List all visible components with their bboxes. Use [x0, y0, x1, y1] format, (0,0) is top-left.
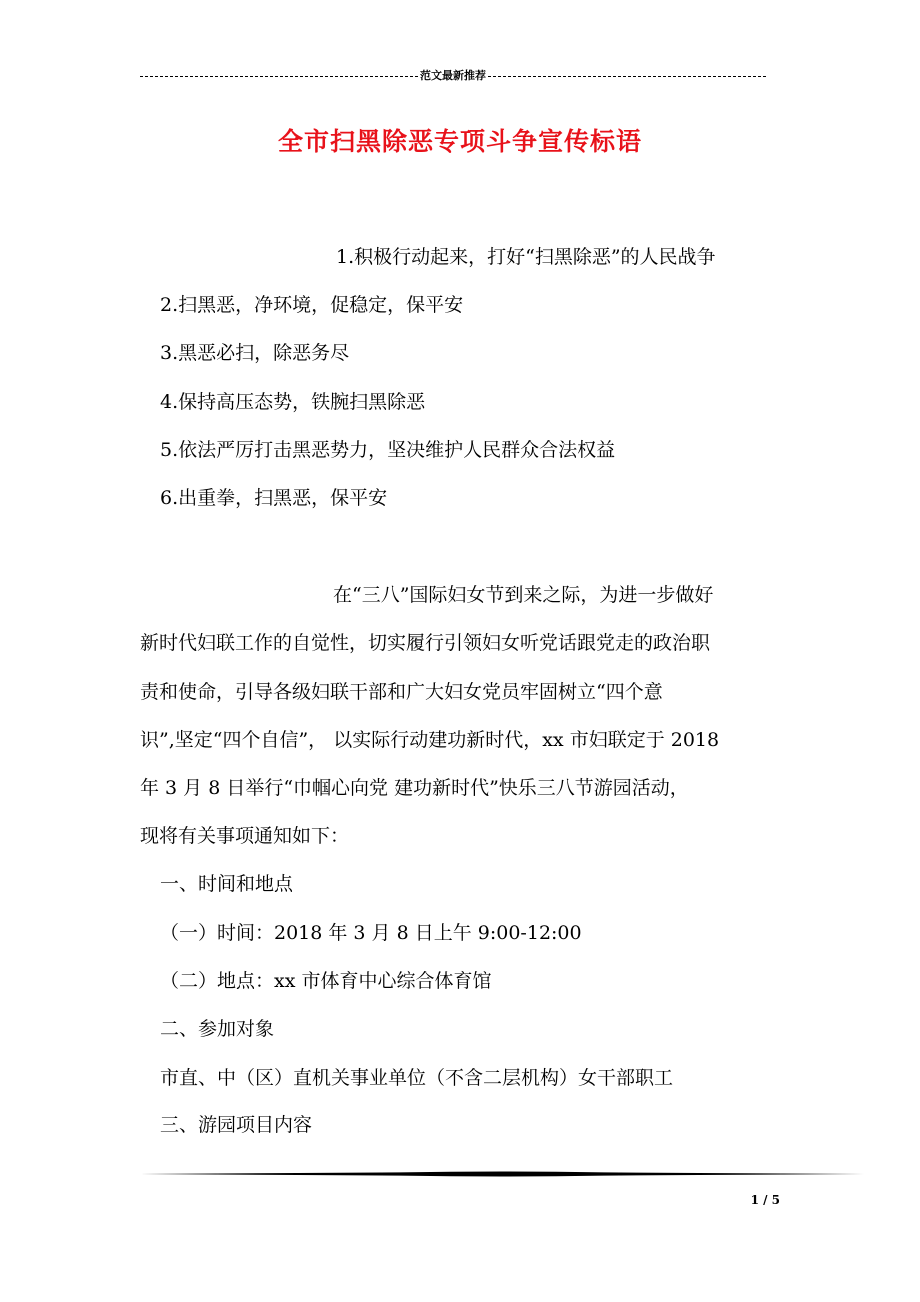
slogan-2: 2.扫黑恶，净环境，促稳定，保平安 — [160, 294, 464, 316]
paragraph-line-3: 责和使命，引导各级妇联干部和广大妇女党员牢固树立“四个意 — [140, 681, 663, 703]
footer-rule — [140, 1170, 864, 1178]
section-heading-participants: 二、参加对象 — [160, 1018, 275, 1040]
item-participants: 市直、中（区）直机关事业单位（不含二层机构）女干部职工 — [160, 1067, 674, 1089]
section-heading-activities: 三、游园项目内容 — [160, 1114, 313, 1136]
page-number: 1 / 5 — [750, 1193, 780, 1207]
slogan-3: 3.黑恶必扫，除恶务尽 — [160, 342, 350, 364]
slogan-1: 1.积极行动起来，打好“扫黑除恶”的人民战争 — [336, 246, 716, 268]
page-header — [140, 68, 766, 84]
slogan-6: 6.出重拳，扫黑恶，保平安 — [160, 487, 388, 509]
slogan-5: 5.依法严厉打击黑恶势力，坚决维护人民群众合法权益 — [160, 439, 616, 461]
paragraph-line-1: 在“三八”国际妇女节到来之际，为进一步做好 — [333, 584, 714, 606]
header-label: 范文最新推荐 — [420, 69, 486, 82]
paragraph-line-5: 年 3 月 8 日举行“巾帼心向党 建功新时代”快乐三八节游园活动， — [140, 777, 689, 799]
header-dashes-left — [140, 76, 418, 77]
item-place: （二）地点：xx 市体育中心综合体育馆 — [160, 970, 492, 992]
paragraph-line-2: 新时代妇联工作的自觉性，切实履行引领妇女听党话跟党走的政治职 — [140, 632, 711, 654]
slogan-4: 4.保持高压态势，铁腕扫黑除恶 — [160, 391, 426, 413]
document-title: 全市扫黑除恶专项斗争宣传标语 — [277, 127, 642, 156]
paragraph-line-6: 现将有关事项通知如下： — [140, 825, 350, 847]
header-dashes-right — [488, 76, 766, 77]
paragraph-line-4: 识”,坚定“四个自信”， 以实际行动建功新时代，xx 市妇联定于 2018 — [140, 729, 720, 751]
item-time: （一）时间：2018 年 3 月 8 日上午 9:00-12:00 — [160, 922, 582, 944]
section-heading-time-place: 一、时间和地点 — [160, 873, 294, 895]
